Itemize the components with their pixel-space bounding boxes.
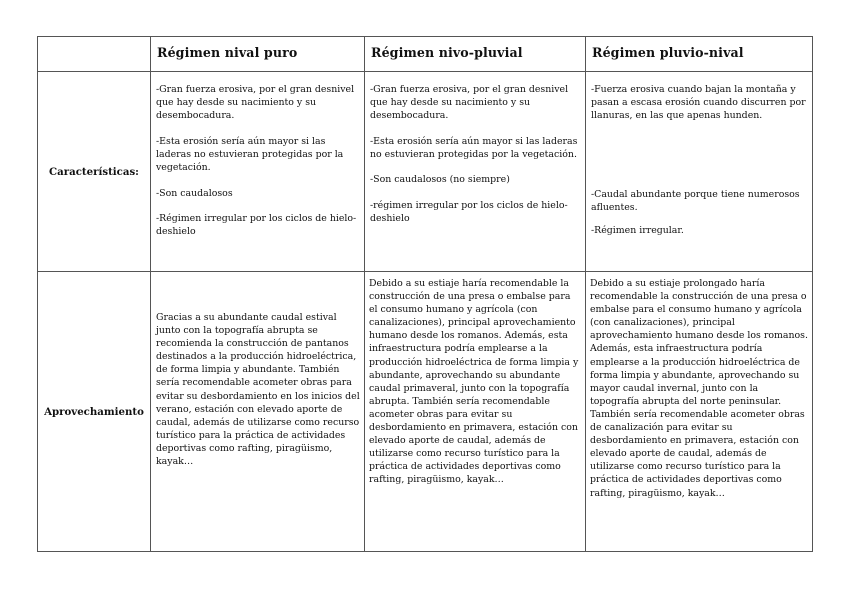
table-row-aprovechamiento xyxy=(38,272,813,552)
caracteristicas-nivo-pluvial xyxy=(365,72,586,272)
table-row-caracteristicas xyxy=(38,72,813,272)
cell-paragraph: -Régimen irregular por los ciclos de hielo-deshielo xyxy=(156,213,357,238)
row-label-aprovechamiento: Aprovechamiento xyxy=(38,272,151,552)
cell-paragraph: -Gran fuerza erosiva, por el gran desnivel que hay desde su nacimiento y su desembocadura. xyxy=(370,84,569,122)
cell-paragraph: -Fuerza erosiva cuando bajan la montaña y pasan a escasa erosión cuando discurren por llanuras, en las que apenas hunden. xyxy=(591,84,806,122)
cell-paragraph: Gracias a su abundante caudal estival junto con la topografía abrupta se recomienda la construcción de pantanos destinados a la producción hidroeléctrica, de forma limpia y abundante. También sería recomendable acometer obras para evitar su desbordamiento en los inicios del verano, estación con elevado aporte de caudal, además de utilizarse como recurso turístico para la práctica de actividades deportivas como rafting, piragüismo, kayak… xyxy=(156,312,360,468)
cell-paragraph: -Son caudalosos (no siempre) xyxy=(370,174,510,186)
cell-paragraph: -Esta erosión sería aún mayor si las laderas no estuvieran protegidas por la vegetación. xyxy=(156,135,344,173)
caracteristicas-pluvio-nival xyxy=(586,72,813,272)
cell-paragraph: -régimen irregular por los ciclos de hielo-deshielo xyxy=(370,200,568,225)
cell-paragraph: -Esta erosión sería aún mayor si las laderas no estuvieran protegidas por la vegetación. xyxy=(370,135,578,160)
cell-paragraph: -Son caudalosos xyxy=(156,187,233,199)
aprovechamiento-nivo-pluvial xyxy=(365,272,586,552)
caracteristicas-nival-puro xyxy=(151,72,365,272)
table-header-row xyxy=(38,37,813,72)
header-nival-puro: Régimen nival puro xyxy=(151,37,365,72)
regime-comparison-table xyxy=(37,36,813,552)
cell-paragraph: -Caudal abundante porque tiene numerosos afluentes. xyxy=(591,189,800,214)
cell-paragraph: Debido a su estiaje prolongado haría recomendable la construcción de una presa o embalse para el consumo humano y agrícola (con canalizaciones), principal aprovechamiento humano desde los romanos. Además, esta infraestructura podría emplearse a la producción hidroeléctrica de forma limpia y abundante, aprovechando su mayor caudal invernal, junto con la topografía abrupta del norte peninsular. También sería recomendable acometer obras de canalización para evitar su desbordamiento en primavera, estación con elevado aporte de caudal, además de utilizarse como recurso turístico para la práctica de actividades deportivas como rafting, piragüismo, kayak… xyxy=(590,278,808,499)
aprovechamiento-pluvio-nival xyxy=(586,272,813,552)
cell-paragraph: Debido a su estiaje haría recomendable la construcción de una presa o embalse para el consumo humano y agrícola (con canalizaciones), principal aprovechamiento humano desde los romanos. Además, esta infraestructura podría emplearse a la producción hidroeléctrica de forma limpia y abundante, aprovechando su abundante caudal primaveral, junto con la topografía abrupta. También sería recomendable acometer obras para evitar su desbordamiento en primavera, estación con elevado aporte de caudal, además de utilizarse como recurso turístico para la práctica de actividades deportivas como rafting, piragüismo, kayak… xyxy=(369,278,579,486)
row-label-caracteristicas: Características: xyxy=(38,72,151,272)
header-pluvio-nival: Régimen pluvio-nival xyxy=(586,37,813,72)
aprovechamiento-nival-puro xyxy=(151,272,365,552)
header-empty-cell xyxy=(38,37,151,72)
header-nivo-pluvial: Régimen nivo-pluvial xyxy=(365,37,586,72)
cell-paragraph: -Gran fuerza erosiva, por el gran desnivel que hay desde su nacimiento y su desembocadura. xyxy=(156,84,355,122)
cell-paragraph: -Régimen irregular. xyxy=(591,225,684,237)
